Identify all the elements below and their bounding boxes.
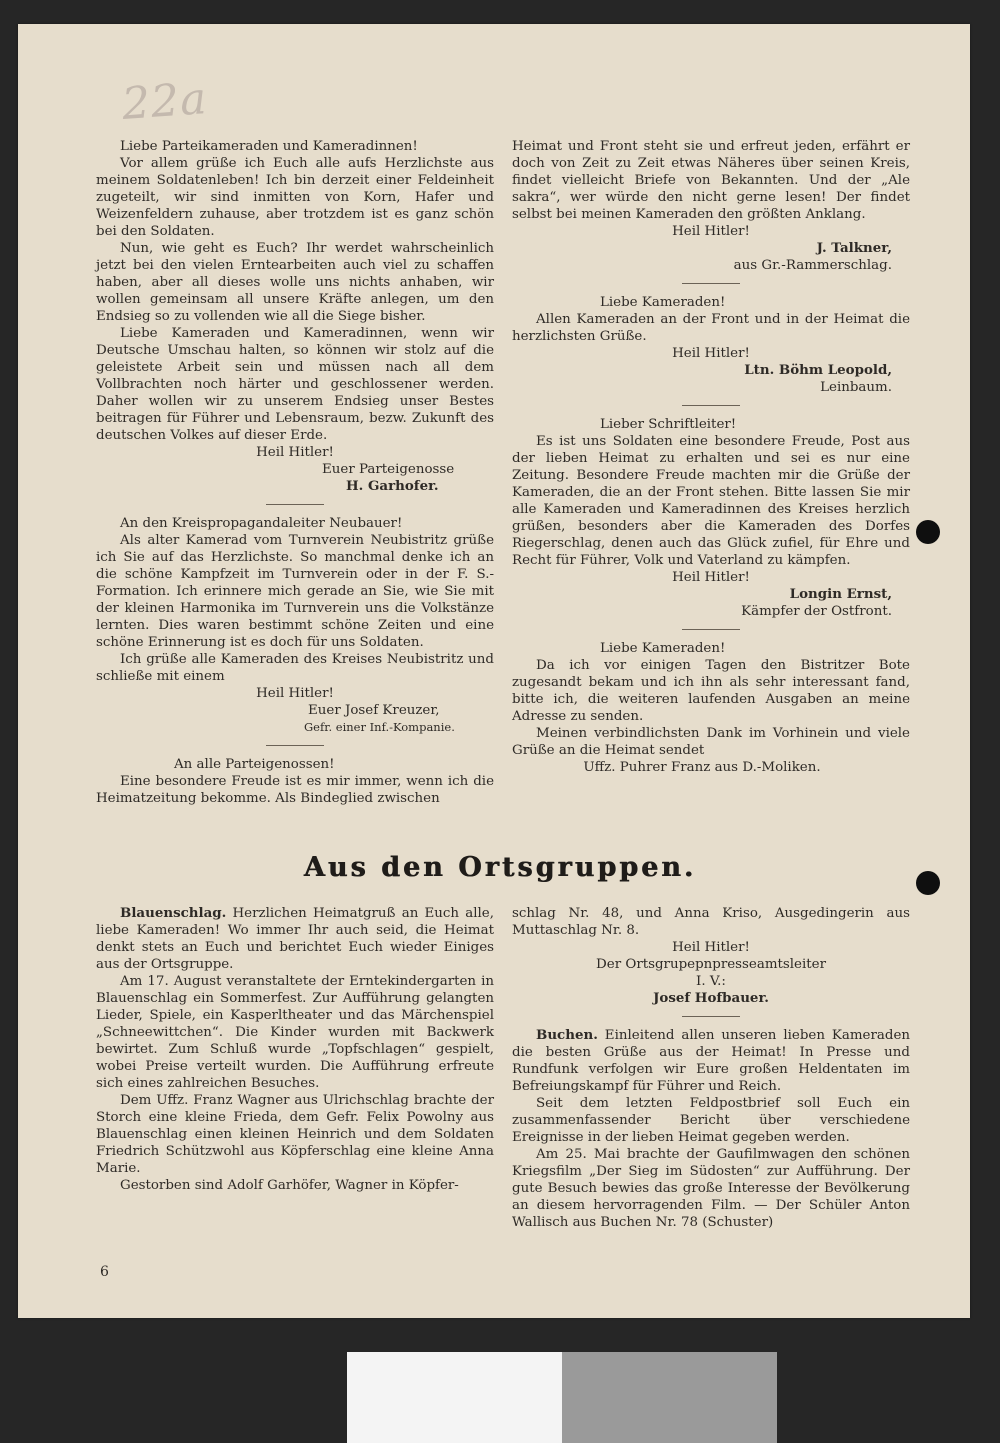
paragraph — [96, 532, 494, 651]
paragraph — [96, 478, 494, 495]
news-column-right — [512, 905, 910, 1231]
section-heading: Aus den Ortsgruppen. — [303, 852, 697, 883]
paragraph — [96, 515, 494, 532]
paragraph — [512, 973, 910, 990]
paragraph-text: Als alter Kamerad vom Turnverein Neubistritz grüße ich Sie auf das Herzlichste. So manchmal denke ich an die schöne Kampfzeit im Turnverein oder in der F. S.-Formation. Ich erinnere mich gerade an Sie, wie Sie mit der kleinen Harmonika im Turnverein uns die Volkstänze lernten. Dies waren bestimmt schöne Zeiten und eine schöne Erinnerung ist es doch für uns Soldaten. — [96, 533, 494, 650]
paragraph-text: Vor allem grüße ich Euch alle aufs Herzlichste aus meinem Soldatenleben! Ich bin derzeit einer Feldeinheit zugeteilt, wir sind inmitten von Korn, Hafer und Weizenfeldern zuhause, aber trotzdem ist es ganz schön bei den Soldaten. — [96, 156, 494, 239]
place-name: Buchen. — [536, 1027, 598, 1043]
paragraph — [96, 773, 494, 807]
paragraph — [96, 685, 494, 702]
paragraph-text: Meinen verbindlichsten Dank im Vorhinein und viele Grüße an die Heimat sendet — [512, 726, 910, 758]
section-divider — [266, 745, 324, 746]
paragraph-text: Am 25. Mai brachte der Gaufilmwagen den schönen Kriegsfilm „Der Sieg im Südosten“ zur Aufführung. Der gute Besuch bewies das große Interesse der Bevölkerung an diesem hervorragenden Film. — Der Schüler Anton Wallisch aus Buchen Nr. 78 (Schuster) — [512, 1147, 910, 1230]
paragraph — [512, 294, 910, 311]
paragraph-text: Heil Hitler! — [256, 686, 334, 701]
paragraph — [512, 257, 910, 274]
paragraph — [512, 416, 910, 433]
color-calibration-white — [347, 1352, 562, 1443]
paragraph — [96, 756, 494, 773]
paragraph-text: Longin Ernst, — [789, 586, 892, 602]
paragraph — [512, 657, 910, 725]
paragraph-text: Heil Hitler! — [672, 224, 750, 239]
paragraph-text: Uffz. Puhrer Franz aus D.-Moliken. — [583, 760, 821, 775]
paragraph — [512, 433, 910, 569]
paragraph-text: Der Ortsgrupepnpresseamtsleiter — [596, 957, 826, 972]
paragraph — [512, 603, 910, 620]
section-divider — [682, 405, 740, 406]
paragraph-text: Heil Hitler! — [672, 346, 750, 361]
paragraph — [512, 725, 910, 759]
paragraph-text: I. V.: — [696, 974, 726, 989]
paragraph-text: Gefr. einer Inf.-Kompanie. — [304, 720, 455, 734]
paragraph-text: Es ist uns Soldaten eine besondere Freude, Post aus der lieben Heimat zu erhalten und sei es nur eine Zeitung. Besondere Freude machten mir die Grüße der Kameraden, die an der Front stehen. Bitte lassen Sie mir alle Kameraden und Kameradinnen des Kreises herzlich grüßen, besonders aber die Kameraden des Dorfes Riegerschlag, denen auch das Glück zufiel, für Ehre und Recht für Führer, Volk und Vaterland zu kämpfen. — [512, 434, 910, 568]
paragraph — [96, 905, 494, 973]
paragraph-text: Josef Hofbauer. — [653, 990, 769, 1006]
paragraph-text: Am 17. August veranstaltete der Erntekindergarten in Blauenschlag ein Sommerfest. Zur Aufführung gelangten Lieder, Spiele, ein Kasperltheater und das Märchenspiel „Schneewittchen“. Die Kinder wurden mit Backwerk bewirtet. Zum Schluß wurde „Topfschlagen“ gespielt, wobei Preise verteilt wurden. Die Aufführung erfreute sich eines zahlreichen Besuches. — [96, 974, 494, 1091]
paragraph-text: Liebe Kameraden! — [600, 295, 726, 310]
paragraph-text: Ich grüße alle Kameraden des Kreises Neubistritz und schließe mit einem — [96, 652, 494, 684]
section-divider — [266, 504, 324, 505]
paragraph — [96, 973, 494, 1092]
paragraph — [512, 362, 910, 379]
section-divider — [682, 1016, 740, 1017]
handwritten-page-note: 22a — [120, 73, 209, 130]
paragraph — [512, 990, 910, 1007]
paragraph-text: Heil Hitler! — [672, 940, 750, 955]
color-calibration-gray — [562, 1352, 777, 1443]
paragraph-text: An den Kreispropagandaleiter Neubauer! — [120, 516, 403, 531]
paragraph-text: Euer Josef Kreuzer, — [308, 703, 440, 718]
punch-hole — [916, 871, 940, 895]
paragraph — [512, 1146, 910, 1231]
paragraph — [96, 1177, 494, 1194]
paragraph — [96, 325, 494, 444]
paragraph — [512, 1027, 910, 1095]
paragraph-text: An alle Parteigenossen! — [174, 757, 335, 772]
paragraph-text: Leinbaum. — [820, 380, 892, 395]
paragraph — [96, 1092, 494, 1177]
punch-hole — [916, 520, 940, 544]
paragraph-text: J. Talkner, — [816, 240, 892, 256]
paragraph — [96, 719, 494, 736]
paragraph-text: Herzlichen Heimatgruß an Euch alle, liebe Kameraden! Wo immer Ihr auch seid, die Heimat denkt stets an Euch und berichtet Euch wieder Einiges aus der Ortsgruppe. — [96, 906, 494, 972]
letters-column-left — [96, 138, 494, 807]
paragraph-text: aus Gr.-Rammerschlag. — [733, 258, 892, 273]
paragraph — [512, 905, 910, 939]
paragraph — [96, 240, 494, 325]
paragraph-text: Einleitend allen unseren lieben Kameraden die besten Grüße aus der Heimat! In Presse und Rundfunk verfolgen wir Eure großen Heldentaten im Befreiungskampf für Führer und Reich. — [512, 1028, 910, 1094]
paragraph-text: Lieber Schriftleiter! — [600, 417, 737, 432]
paragraph — [512, 311, 910, 345]
paragraph-text: schlag Nr. 48, und Anna Kriso, Ausgedingerin aus Muttaschlag Nr. 8. — [512, 906, 910, 938]
paragraph-text: H. Garhofer. — [346, 478, 439, 494]
paragraph-text: Heil Hitler! — [672, 570, 750, 585]
paragraph-text: Seit dem letzten Feldpostbrief soll Euch ein zusammenfassender Bericht über verschiedene Ereignisse in der lieben Heimat gegeben werden. — [512, 1096, 910, 1145]
paragraph-text: Nun, wie geht es Euch? Ihr werdet wahrscheinlich jetzt bei den vielen Erntearbeiten auch viel zu schaffen haben, aber all dieses wolle uns nichts anhaben, wir wollen gemeinsam all unsere Kräfte anlegen, um den Endsieg so zu vollenden wie all die Siege bisher. — [96, 241, 494, 324]
paragraph — [96, 651, 494, 685]
paragraph — [512, 640, 910, 657]
paragraph-text: Heil Hitler! — [256, 445, 334, 460]
paragraph — [512, 586, 910, 603]
paragraph — [512, 379, 910, 396]
paragraph-text: Gestorben sind Adolf Garhöfer, Wagner in Köpfer- — [120, 1178, 459, 1193]
news-column-left — [96, 905, 494, 1194]
paragraph — [96, 155, 494, 240]
paragraph — [512, 223, 910, 240]
paragraph — [512, 240, 910, 257]
page-number: 6 — [100, 1264, 109, 1280]
paragraph-text: Da ich vor einigen Tagen den Bistritzer Bote zugesandt bekam und ich ihn als sehr interessant fand, bitte ich, die weiteren laufenden Ausgaben an meine Adresse zu senden. — [512, 658, 910, 724]
paragraph — [96, 461, 494, 478]
paragraph — [512, 939, 910, 956]
paragraph — [96, 138, 494, 155]
paragraph-text: Kämpfer der Ostfront. — [741, 604, 892, 619]
paragraph — [512, 956, 910, 973]
paragraph — [96, 702, 494, 719]
section-divider — [682, 283, 740, 284]
letters-column-right — [512, 138, 910, 776]
paragraph-text: Allen Kameraden an der Front und in der Heimat die herzlichsten Grüße. — [512, 312, 910, 344]
paragraph-text: Ltn. Böhm Leopold, — [744, 362, 892, 378]
paragraph — [512, 759, 910, 776]
paragraph — [512, 1095, 910, 1146]
paragraph-text: Liebe Kameraden und Kameradinnen, wenn wir Deutsche Umschau halten, so können wir stolz auf die geleistete Arbeit sein und müssen nach all dem Vollbrachten noch härter und geschlossener werden. Daher wollen wir zu unserem Endsieg unser Bestes beitragen für Führer und Lebensraum, bezw. Zukunft des deutschen Volkes auf dieser Erde. — [96, 326, 494, 443]
paragraph-text: Heimat und Front steht sie und erfreut jeden, erfährt er doch von Zeit zu Zeit etwas Näheres über seinen Kreis, findet vielleicht Briefe von Bekannten. Und der „Ale sakra“, wer würde den nicht gerne lesen! Der findet selbst bei meinen Kameraden den größten Anklang. — [512, 139, 910, 222]
paragraph-text: Liebe Kameraden! — [600, 641, 726, 656]
place-name: Blauenschlag. — [120, 905, 227, 921]
paragraph — [96, 444, 494, 461]
paragraph — [512, 569, 910, 586]
paragraph-text: Dem Uffz. Franz Wagner aus Ulrichschlag brachte der Storch eine kleine Frieda, dem Gefr. Felix Powolny aus Blauenschlag einen kleinen Heinrich und dem Soldaten Friedrich Schützwohl aus Köpferschlag eine kleine Anna Marie. — [96, 1093, 494, 1176]
section-divider — [682, 629, 740, 630]
paragraph-text: Liebe Parteikameraden und Kameradinnen! — [120, 139, 418, 154]
paragraph-text: Euer Parteigenosse — [322, 462, 455, 477]
paragraph — [512, 345, 910, 362]
paragraph-text: Eine besondere Freude ist es mir immer, wenn ich die Heimatzeitung bekomme. Als Bindeglied zwischen — [96, 774, 494, 806]
paragraph — [512, 138, 910, 223]
